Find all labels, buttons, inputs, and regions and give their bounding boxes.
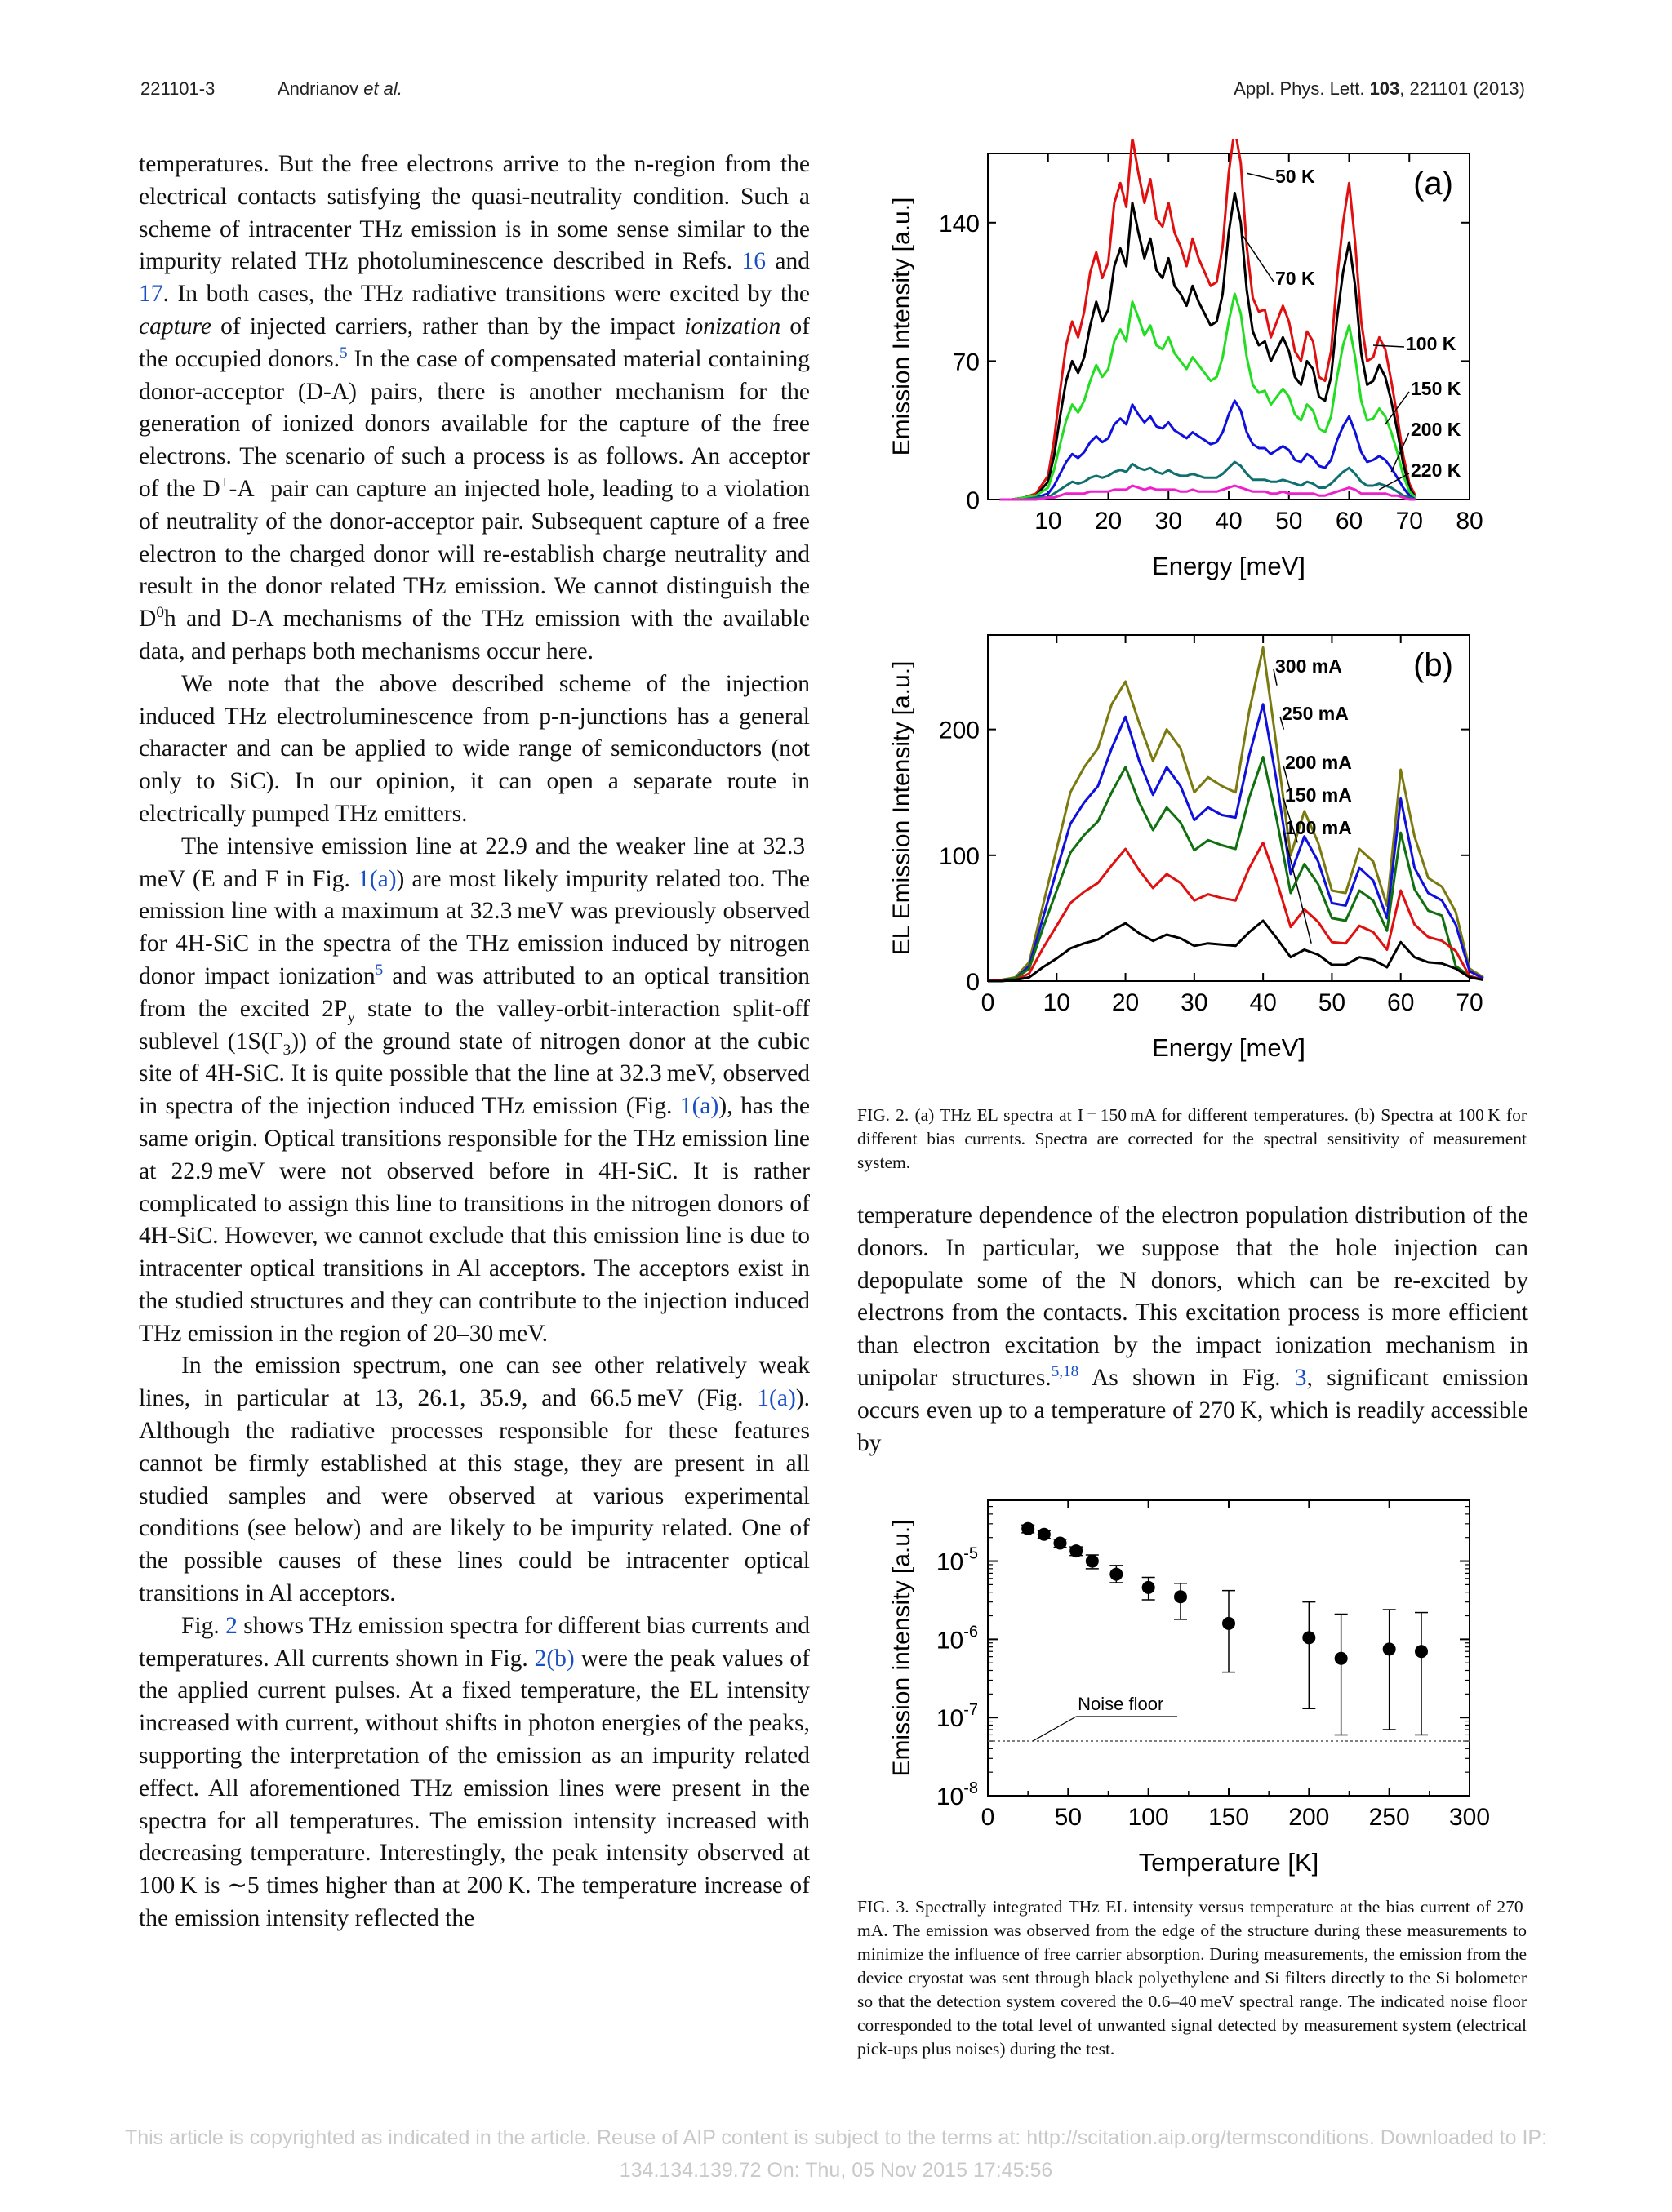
x-tick-label: 0 xyxy=(981,989,995,1016)
x-axis-label: Energy [meV] xyxy=(1152,552,1305,580)
text: pair can capture an injected hole, leading to a violation of neutrality of the donor-acceptor pair. Subsequent capture of a free electron to the charged donor will re-establish charge neutrality and result in the donor related THz emission. We cannot distinguish the D xyxy=(139,475,810,633)
x-axis-label: Temperature [K] xyxy=(1138,1848,1319,1877)
x-tick-label: 250 xyxy=(1368,1804,1410,1831)
text: were the peak values of the applied current pulses. At a fixed temperature, the EL intensity increased with current, without shifts in photon energies of the peaks, supporting the interpretation of the emission as an impurity related effect. All aforementioned THz emission lines were present in the spectra for all temperatures. The emission intensity increased with decreasing temperature. Interestingly, the peak intensity observed at 100 K is ∼5 times higher than at 200 K. The temperature increase of the emission intensity reflected the xyxy=(139,1645,810,1932)
series-line-150-k xyxy=(1000,401,1416,500)
figure-2b xyxy=(882,620,1502,1090)
data-point xyxy=(1054,1536,1067,1549)
text: The intensive emission line at 22.9 and the weaker line at 32.3 meV (E and F in Fig. xyxy=(139,833,810,892)
x-tick-label: 0 xyxy=(981,1804,995,1831)
figure-2a xyxy=(882,139,1502,608)
x-tick-label: 70 xyxy=(1395,508,1423,535)
figure-2a-plot xyxy=(882,139,1502,604)
data-point xyxy=(1174,1590,1187,1603)
figure-3-caption: FIG. 3. Spectrally integrated THz EL intensity versus temperature at the bias current of 270 mA. The emission was observed from the edge of the structure during these measurements to minimize the influence of free carrier absorption. During measurements, the emission from the device cryostat was sent through black polyethylene and Si filters directly to the Si bolometer so that the detection system covered the 0.6–40 meV spectral range. The indicated noise floor corresponded to the total level of unwanted signal detected by measurement system (electrical pick-ups plus noises) during the test. xyxy=(857,1897,1527,2059)
emphasis: ionization xyxy=(684,313,781,340)
y-axis-label: Emission intensity [a.u.] xyxy=(888,1519,915,1777)
text: ). Although the radiative processes responsible for these features cannot be firmly established at this stage, they are present in all studied samples and were observed at various experimental conditions (see below) and are likely to be impurity related. One of the possible causes of these lines could be intracenter optical transitions in Al acceptors. xyxy=(139,1385,810,1607)
paragraph-5 xyxy=(139,1610,810,1935)
copyright-footer-line-2: 134.134.139.72 On: Thu, 05 Nov 2015 17:45:56 xyxy=(619,2159,1053,2182)
legend-label-150-ma: 150 mA xyxy=(1285,784,1352,806)
journal-issue-year: , 221101 (2013) xyxy=(1399,78,1525,99)
y-tick-label: $10^{-8}$ xyxy=(936,1779,978,1810)
y-tick-label: 0 xyxy=(966,969,980,996)
legend-leader-line xyxy=(1283,831,1311,944)
data-point xyxy=(1086,1555,1099,1568)
x-axis-label: Energy [meV] xyxy=(1152,1033,1305,1062)
text: , significant emission occurs even up to a temperature of 270 K, which is readily accessible by xyxy=(857,1364,1529,1456)
text: ), has the same origin. Optical transitions responsible for the THz emission line at 22.9 meV were not observed before in 4H-SiC. It is rather complicated to assign this line to transitions in the nitrogen donors of 4H-SiC. However, we cannot exclude that this emission line is due to intracenter optical transitions in Al acceptors. The acceptors exist in the studied structures and they can contribute to the injection induced THz emission in the region of 20–30 meV. xyxy=(139,1093,810,1347)
x-tick-label: 10 xyxy=(1034,508,1062,535)
left-column xyxy=(139,149,810,1935)
subscript: 3 xyxy=(282,1041,291,1059)
legend-label-250-ma: 250 mA xyxy=(1282,703,1349,724)
data-point xyxy=(1415,1645,1428,1658)
x-tick-label: 60 xyxy=(1335,508,1363,535)
figure-3-plot xyxy=(882,1486,1502,1877)
y-tick-label: 0 xyxy=(966,487,980,514)
y-tick-label: 140 xyxy=(938,210,980,238)
journal-volume: 103 xyxy=(1369,78,1400,99)
legend-label-200-k: 200 K xyxy=(1411,419,1461,440)
x-tick-label: 10 xyxy=(1043,989,1070,1016)
x-tick-label: 40 xyxy=(1215,508,1243,535)
text: . In both cases, the THz radiative transitions were excited by the xyxy=(162,281,810,308)
fig-2b-link[interactable]: 2(b) xyxy=(534,1645,575,1672)
series-line-100-ma xyxy=(988,921,1483,981)
text: In the emission spectrum, one can see other relatively weak lines, in particular at 13, 26.1, 35.9, and 66.5 meV (Fig. xyxy=(139,1353,810,1412)
x-tick-label: 80 xyxy=(1456,508,1483,535)
fig-1a-link[interactable]: 1(a) xyxy=(679,1093,719,1120)
superscript: + xyxy=(220,474,229,492)
fig-1a-link[interactable]: 1(a) xyxy=(757,1385,796,1412)
running-header-authors xyxy=(278,78,402,100)
fig-3-link[interactable]: 3 xyxy=(1294,1364,1307,1391)
y-axis-label: EL Emission Intensity [a.u.] xyxy=(888,660,915,956)
legend-label-200-ma: 200 mA xyxy=(1285,752,1352,773)
y-tick-label: $10^{-5}$ xyxy=(936,1544,978,1576)
authors: Andrianov xyxy=(278,78,359,99)
text: temperature dependence of the electron population distribution of the donors. In particular, we suppose that the hole injection can depopulate some of the N donors, which can be re-excited by electrons from the contacts. This excitation process is more efficient than electron excitation by the impact ionization mechanism in unipolar structures. xyxy=(857,1202,1528,1391)
text: and xyxy=(766,248,810,275)
panel-label: (b) xyxy=(1413,647,1453,683)
x-tick-label: 20 xyxy=(1094,508,1123,535)
x-tick-label: 40 xyxy=(1249,989,1277,1016)
legend-label-100-k: 100 K xyxy=(1406,333,1456,354)
text: -A xyxy=(229,475,255,502)
superscript: 0 xyxy=(156,604,164,622)
text: As shown in Fig. xyxy=(1078,1364,1295,1391)
paragraph-6 xyxy=(857,1200,1528,1459)
paragraph-4 xyxy=(139,1350,810,1610)
text: state to the valley-orbit-interaction split-off sublevel (1S(Γ xyxy=(139,995,810,1055)
journal-name: Appl. Phys. Lett. xyxy=(1234,78,1365,99)
x-tick-label: 30 xyxy=(1181,989,1208,1016)
data-point xyxy=(1069,1544,1083,1557)
copyright-footer-line-1: This article is copyrighted as indicated in the article. Reuse of AIP content is subject to the terms at: http://scitation.aip.org/termsconditions. Downloaded to IP: xyxy=(124,2126,1548,2149)
legend-label-220-k: 220 K xyxy=(1411,460,1461,481)
y-tick-exponent: -5 xyxy=(963,1544,978,1563)
x-tick-label: 50 xyxy=(1054,1804,1083,1831)
data-point xyxy=(1383,1642,1396,1655)
y-tick-label: $10^{-6}$ xyxy=(936,1623,978,1655)
legend-label-150-k: 150 K xyxy=(1411,378,1461,399)
text: )) of the ground state of nitrogen donor at the cubic site of 4H-SiC. It is quite possible that the line at 32.3 meV, observed in spectra of the injection induced THz emission (Fig. xyxy=(139,1028,810,1120)
y-tick-label: 200 xyxy=(938,717,980,744)
fig-1a-link[interactable]: 1(a) xyxy=(358,865,397,892)
y-tick-exponent: -8 xyxy=(963,1779,978,1797)
emphasis: capture xyxy=(139,313,212,340)
running-header-journal xyxy=(1234,78,1525,100)
running-header-page-id: 221101-3 xyxy=(140,78,216,99)
x-tick-label: 300 xyxy=(1448,1804,1491,1831)
data-point xyxy=(1222,1617,1235,1630)
data-point xyxy=(1335,1652,1348,1665)
legend-label-100-ma: 100 mA xyxy=(1285,817,1352,838)
y-axis-label: Emission Intensity [a.u.] xyxy=(888,197,915,456)
panel-label: (a) xyxy=(1413,166,1453,202)
text: Fig. xyxy=(181,1612,226,1639)
y-tick-exponent: -6 xyxy=(963,1623,978,1641)
text: h and D-A mechanisms of the THz emission with the available data, and perhaps both mechanisms occur here. xyxy=(139,606,810,664)
x-tick-label: 20 xyxy=(1111,989,1140,1016)
text: of injected carriers, rather than by the impact xyxy=(211,313,685,340)
legend-leader-line xyxy=(1373,345,1404,347)
text: temperatures. But the free electrons arrive to the n-region from the electrical contacts satisfying the quasi-neutrality condition. Such a scheme of intracenter THz emission is in some sense similar to the impurity related THz photoluminescence described in Refs. xyxy=(139,151,810,275)
x-tick-label: 150 xyxy=(1207,1804,1250,1831)
figure-2-caption: FIG. 2. (a) THz EL spectra at I = 150 mA for different temperatures. (b) Spectra at 100 K for different bias currents. Spectra are corrected for the spectral sensitivity of measurement system. xyxy=(857,1105,1527,1172)
x-tick-label: 100 xyxy=(1127,1804,1169,1831)
data-point xyxy=(1302,1631,1315,1644)
legend-leader-line xyxy=(1247,173,1274,180)
data-point xyxy=(1021,1522,1034,1535)
figure-3 xyxy=(882,1486,1502,1881)
x-tick-label: 50 xyxy=(1275,508,1303,535)
text: shows THz emission spectra for different bias currents and temperatures. All currents shown in Fig. xyxy=(139,1612,810,1672)
paragraph-3 xyxy=(139,831,810,1351)
paragraph-1 xyxy=(139,149,810,668)
noise-floor-label: Noise floor xyxy=(1078,1694,1164,1715)
legend-label-70-k: 70 K xyxy=(1275,268,1315,289)
data-point xyxy=(1038,1528,1051,1541)
data-point xyxy=(1142,1581,1155,1594)
x-tick-label: 60 xyxy=(1387,989,1415,1016)
series-line-250-ma xyxy=(988,704,1483,981)
right-column-text xyxy=(857,1200,1528,1459)
ref-5-link[interactable]: 5 xyxy=(375,962,384,979)
legend-label-300-ma: 300 mA xyxy=(1275,655,1342,677)
text: and was attributed to an optical transition from the excited 2P xyxy=(139,962,810,1022)
y-tick-label: $10^{-7}$ xyxy=(936,1701,978,1733)
et-al: et al. xyxy=(363,78,402,99)
ref-17-link[interactable]: 17 xyxy=(139,281,163,308)
figure-2b-plot xyxy=(882,620,1502,1086)
ref-16-link[interactable]: 16 xyxy=(741,248,767,275)
x-tick-label: 50 xyxy=(1318,989,1346,1016)
superscript: − xyxy=(254,474,264,492)
legend-label-50-k: 50 K xyxy=(1275,166,1315,187)
x-tick-label: 30 xyxy=(1154,508,1182,535)
subscript: y xyxy=(347,1008,355,1026)
y-tick-label: 70 xyxy=(952,349,980,376)
text: of the occupied donors. xyxy=(139,313,810,372)
text: ) are most likely impurity related too. The emission line with a maximum at 32.3 meV was previously observed for 4H-SiC in the spectra of the THz emission induced by nitrogen donor impact ionization xyxy=(139,865,810,989)
data-point xyxy=(1109,1568,1123,1581)
y-tick-exponent: -7 xyxy=(963,1701,978,1720)
fig-2-link[interactable]: 2 xyxy=(225,1612,238,1639)
noise-floor-leader xyxy=(1033,1717,1076,1741)
x-tick-label: 70 xyxy=(1456,989,1483,1016)
y-tick-label: 100 xyxy=(938,842,980,870)
paragraph-2: We note that the above described scheme of the injection induced THz electroluminescence from p-n-junctions has a general character and can be applied to wide range of semiconductors (not only to SiC). In our opinion, it can open a separate route in electrically pumped THz emitters. xyxy=(139,670,810,827)
ref-5-link[interactable]: 5 xyxy=(340,344,348,362)
ref-5-18-link[interactable]: 5,18 xyxy=(1051,1363,1079,1381)
x-tick-label: 200 xyxy=(1288,1804,1330,1831)
text: In the case of compensated material containing donor-acceptor (D-A) pairs, there is another mechanism for the generation of ionized donors available for the capture of the free electrons. The scenario of such a process is as follows. An acceptor of the D xyxy=(139,345,810,502)
